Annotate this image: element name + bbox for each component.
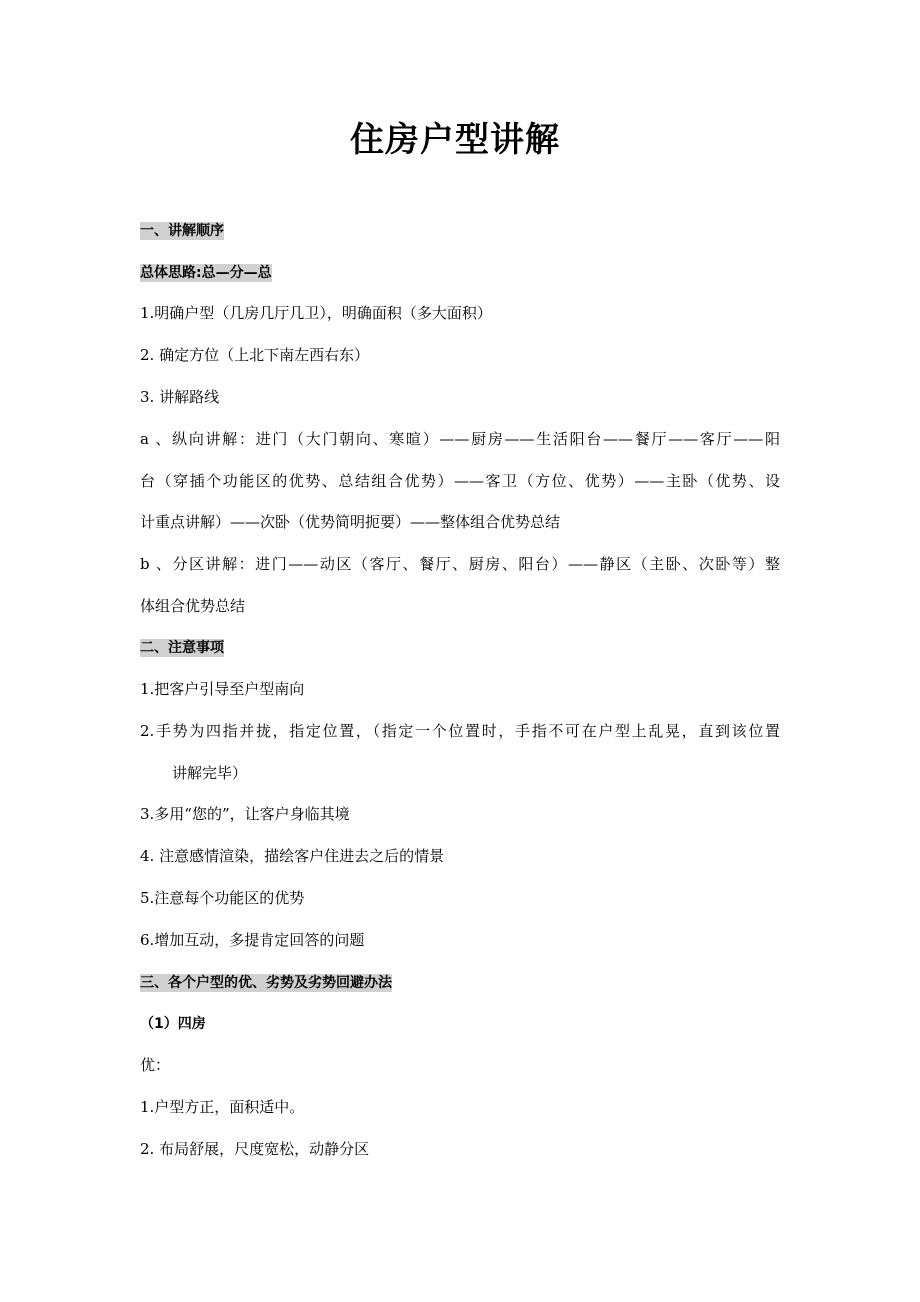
label-advantages: 优：: [140, 1056, 171, 1074]
paragraph-line: a 、纵向讲解：进门（大门朝向、寒暄）——厨房——生活阳台——餐厅——客厅——阳: [140, 430, 780, 448]
section-heading-1: [140, 219, 780, 242]
subsection-heading: （1）四房: [140, 1016, 206, 1032]
list-item: 2. 布局舒展，尺度宽松，动静分区: [140, 1140, 370, 1158]
section-subheading: [140, 261, 780, 284]
list-item-continuation: 讲解完毕）: [172, 764, 248, 782]
list-item: 2.手势为四指并拢，指定位置，（指定一个位置时，手指不可在户型上乱晃，直到该位置: [140, 722, 780, 740]
section-heading-1-text: 一、讲解顺序: [140, 223, 224, 239]
paragraph-line: 体组合优势总结: [140, 597, 246, 615]
section-heading-2: [140, 636, 780, 659]
list-item: 6.增加互动，多提肯定回答的问题: [140, 931, 365, 949]
paragraph-line: 台（穿插个功能区的优势、总结组合优势）——客卫（方位、优势）——主卧（优势、设: [140, 472, 780, 490]
list-item: 1.明确户型（几房几厅几卫），明确面积（多大面积）: [140, 304, 492, 322]
section-heading-3-text: 三、各个户型的优、劣势及劣势回避办法: [140, 975, 392, 991]
paragraph-line: 计重点讲解）——次卧（优势简明扼要）——整体组合优势总结: [140, 513, 561, 531]
section-heading-2-text: 二、注意事项: [140, 640, 224, 656]
list-item: 3. 讲解路线: [140, 388, 220, 406]
list-item: 3.多用“您的”，让客户身临其境: [140, 805, 350, 823]
list-item: 2. 确定方位（上北下南左西右东）: [140, 346, 370, 364]
section-heading-3: [140, 971, 780, 994]
section-subheading-text: 总体思路:总—分—总: [140, 265, 272, 281]
list-item: 1.把客户引导至户型南向: [140, 680, 305, 698]
paragraph-line: b 、分区讲解：进门——动区（客厅、餐厅、厨房、阳台）——静区（主卧、次卧等）整: [140, 555, 780, 573]
document-title: 住房户型讲解: [350, 120, 560, 160]
list-item: 4. 注意感情渲染，描绘客户住进去之后的情景: [140, 847, 445, 865]
list-item: 5.注意每个功能区的优势: [140, 889, 305, 907]
list-item: 1.户型方正，面积适中。: [140, 1098, 305, 1116]
